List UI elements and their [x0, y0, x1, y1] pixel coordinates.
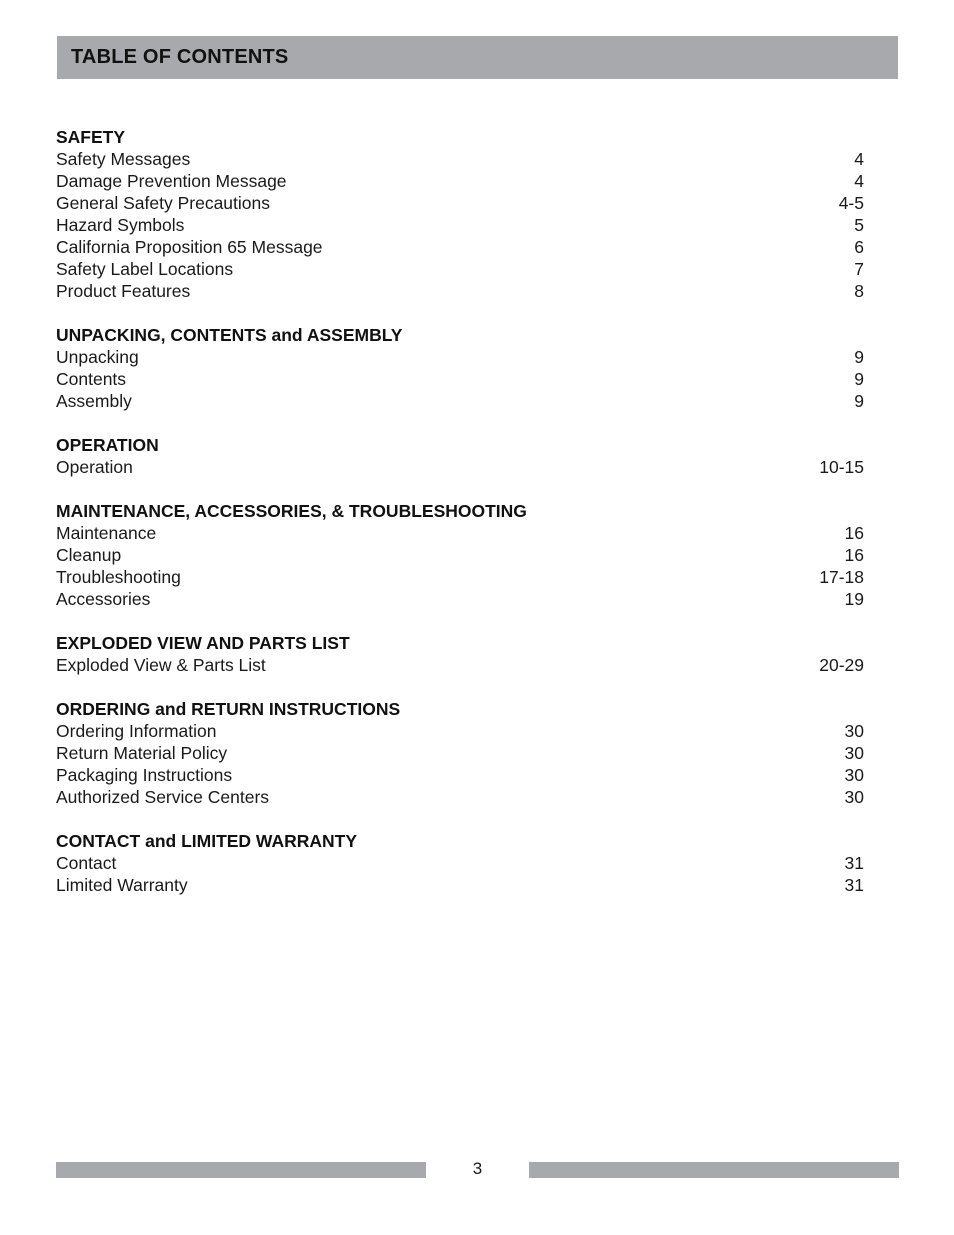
toc-entry[interactable]	[56, 258, 864, 280]
section-title: OPERATION	[56, 435, 159, 455]
toc-entry[interactable]	[56, 544, 864, 566]
entry-page: 9	[854, 347, 864, 367]
footer-bar-right	[529, 1162, 899, 1178]
toc-entry[interactable]	[56, 522, 864, 544]
toc-entry[interactable]	[56, 764, 864, 786]
entry-page: 31	[844, 875, 864, 895]
entry-page: 4	[854, 171, 864, 191]
entry-page: 30	[844, 765, 864, 785]
entry-label: Safety Messages	[56, 149, 191, 169]
entry-page: 16	[844, 545, 864, 565]
toc-entry[interactable]	[56, 192, 864, 214]
entry-label: Operation	[56, 457, 133, 477]
entry-page: 16	[844, 523, 864, 543]
entry-page: 4	[854, 149, 864, 169]
entry-label: Unpacking	[56, 347, 139, 367]
section-title: SAFETY	[56, 127, 126, 147]
toc-entry[interactable]	[56, 786, 864, 808]
toc-section-operation	[56, 434, 864, 478]
toc-entry[interactable]	[56, 390, 864, 412]
entry-page: 30	[844, 721, 864, 741]
entry-label: Exploded View & Parts List	[56, 655, 266, 675]
entry-label: Authorized Service Centers	[56, 787, 270, 807]
toc-entry[interactable]	[56, 280, 864, 302]
entry-label: Maintenance	[56, 523, 157, 543]
entry-label: Hazard Symbols	[56, 215, 185, 235]
entry-label: Limited Warranty	[56, 875, 188, 895]
toc-section-maintenance	[56, 500, 864, 610]
entry-page: 6	[854, 237, 864, 257]
section-title: UNPACKING, CONTENTS and ASSEMBLY	[56, 325, 403, 345]
entry-page: 19	[844, 589, 864, 609]
entry-label: Damage Prevention Message	[56, 171, 287, 191]
entry-label: Assembly	[56, 391, 132, 411]
entry-label: Ordering Information	[56, 721, 217, 741]
entry-label: Accessories	[56, 589, 151, 609]
toc-entry[interactable]	[56, 170, 864, 192]
entry-label: Safety Label Locations	[56, 259, 234, 279]
entry-label: Contents	[56, 369, 127, 389]
entry-page: 30	[844, 743, 864, 763]
toc-entry[interactable]	[56, 654, 864, 676]
entry-label: Packaging Instructions	[56, 765, 233, 785]
entry-label: California Proposition 65 Message	[56, 237, 323, 257]
toc-entry[interactable]	[56, 236, 864, 258]
toc-entry[interactable]	[56, 720, 864, 742]
entry-page: 31	[844, 853, 864, 873]
toc-section-safety	[56, 126, 864, 302]
entry-page: 9	[854, 369, 864, 389]
section-title: MAINTENANCE, ACCESSORIES, & TROUBLESHOOTING	[56, 501, 527, 521]
toc-section-exploded-view	[56, 632, 864, 676]
section-title: CONTACT and LIMITED WARRANTY	[56, 831, 358, 851]
entry-page: 5	[854, 215, 864, 235]
entry-page: 4-5	[838, 193, 864, 213]
toc-section-contact	[56, 830, 864, 896]
entry-label: Troubleshooting	[56, 567, 181, 587]
toc-section-unpacking	[56, 324, 864, 412]
toc-entry[interactable]	[56, 148, 864, 170]
entry-page: 30	[844, 787, 864, 807]
toc-section-ordering	[56, 698, 864, 808]
section-title: ORDERING and RETURN INSTRUCTIONS	[56, 699, 401, 719]
entry-page: 9	[854, 391, 864, 411]
entry-label: Product Features	[56, 281, 191, 301]
page-title: TABLE OF CONTENTS	[71, 46, 289, 68]
page-number: 3	[472, 1159, 483, 1178]
entry-page: 10-15	[819, 457, 864, 477]
toc-entry[interactable]	[56, 874, 864, 896]
toc-entry[interactable]	[56, 566, 864, 588]
footer-bar-left	[56, 1162, 426, 1178]
toc-entry[interactable]	[56, 742, 864, 764]
toc-entry[interactable]	[56, 588, 864, 610]
entry-page: 17-18	[819, 567, 864, 587]
entry-page: 20-29	[819, 655, 864, 675]
table-of-contents	[56, 126, 864, 918]
toc-entry[interactable]	[56, 346, 864, 368]
toc-entry[interactable]	[56, 368, 864, 390]
entry-label: Cleanup	[56, 545, 122, 565]
toc-entry[interactable]	[56, 214, 864, 236]
header-bar	[57, 36, 898, 79]
entry-page: 8	[854, 281, 864, 301]
entry-label: Contact	[56, 853, 117, 873]
section-title: EXPLODED VIEW AND PARTS LIST	[56, 633, 350, 653]
entry-label: General Safety Precautions	[56, 193, 271, 213]
toc-entry[interactable]	[56, 456, 864, 478]
entry-page: 7	[854, 259, 864, 279]
toc-entry[interactable]	[56, 852, 864, 874]
entry-label: Return Material Policy	[56, 743, 228, 763]
